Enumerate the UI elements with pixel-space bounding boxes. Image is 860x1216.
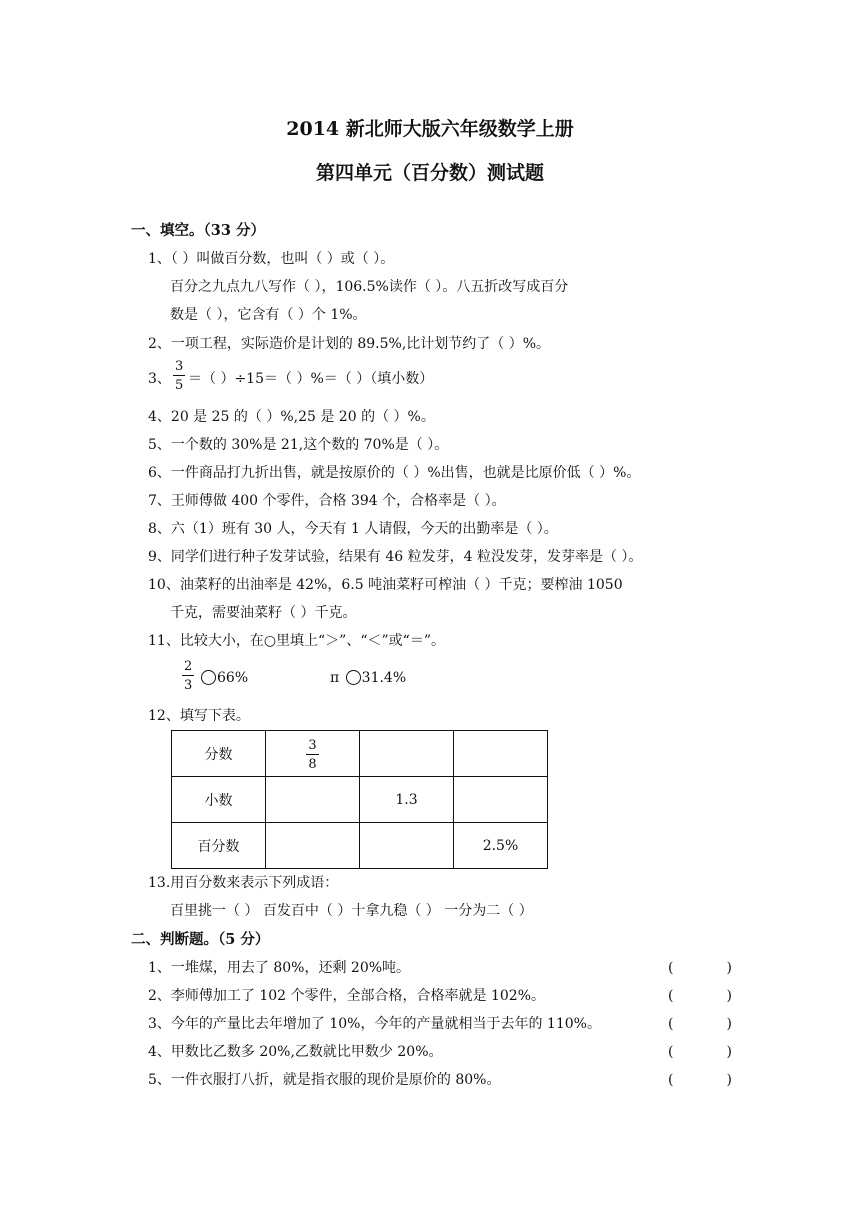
paren-close: ): [726, 1072, 732, 1088]
document-title: 2014 新北师大版六年级数学上册: [286, 118, 574, 140]
judgment-item-3: 3、今年的产量比去年增加了 10%，今年的产量就相当于去年的 110%。: [148, 1016, 601, 1032]
fraction-numerator: 2: [184, 659, 193, 674]
question-7: 7、王师傅做 400 个零件，合格 394 个，合格率是（ ）。: [148, 493, 506, 509]
question-1-line-2: 百分之九点九八写作（ ），106.5%读作（ ）。八五折改写成百分: [170, 279, 569, 295]
judgment-answer-3[interactable]: [668, 1016, 732, 1032]
question-3-prefix: 3、: [148, 371, 171, 387]
question-3-rest: ＝（ ）÷15＝（ ）%＝（ ）（填小数）: [188, 371, 434, 387]
fraction-denominator: 3: [184, 678, 193, 693]
comparison-b: [330, 670, 406, 687]
judgment-answer-1[interactable]: [668, 960, 732, 976]
fraction-denominator: 8: [308, 756, 317, 772]
conversion-table: [171, 730, 548, 869]
table-row-label: 百分数: [172, 823, 266, 869]
question-6: 6、一件商品打九折出售，就是按原价的（ ）%出售，也就是比原价低（ ）%。: [148, 465, 641, 481]
fraction-denominator: 5: [175, 378, 184, 393]
question-1-line-1: 1、（ ）叫做百分数，也叫（ ）或（ ）。: [148, 251, 395, 267]
paren-open: (: [668, 960, 674, 976]
compare-circle-icon: [201, 670, 216, 685]
comparison-a: [199, 670, 248, 687]
table-cell[interactable]: [266, 823, 360, 869]
table-fraction: [306, 739, 318, 771]
question-13-idioms: 百里挑一（ ） 百发百中（ ）十拿九稳（ ） 一分为二（ ）: [170, 903, 533, 919]
pi-symbol: π: [330, 670, 340, 686]
question-8: 8、六（1）班有 30 人，今天有 1 人请假，今天的出勤率是（ ）。: [148, 521, 558, 537]
table-cell: [266, 731, 360, 777]
paren-close: ): [726, 988, 732, 1004]
question-3-fraction: [173, 360, 185, 392]
paren-open: (: [668, 1072, 674, 1088]
table-cell: 1.3: [360, 777, 454, 823]
fraction-numerator: 3: [308, 737, 317, 753]
table-row-label: 小数: [172, 777, 266, 823]
table-row-label: 分数: [172, 731, 266, 777]
table-cell[interactable]: [454, 777, 548, 823]
section-fill-blanks-heading: 一、填空。（33 分）: [131, 222, 265, 239]
paren-close: ): [726, 1044, 732, 1060]
judgment-item-1: 1、一堆煤，用去了 80%，还剩 20%吨。: [148, 960, 411, 976]
question-9: 9、同学们进行种子发芽试验，结果有 46 粒发芽，4 粒没发芽，发芽率是（ ）。: [148, 549, 643, 565]
comparison-b-value: 31.4%: [361, 670, 407, 686]
question-12: 12、填写下表。: [148, 708, 250, 724]
judgment-answer-2[interactable]: [668, 988, 732, 1004]
table-row: [172, 823, 548, 869]
question-1-line-3: 数是（ ），它含有（ ）个 1%。: [170, 307, 367, 323]
table-cell[interactable]: [454, 731, 548, 777]
fraction-numerator: 3: [175, 359, 184, 374]
question-10-line-1: 10、油菜籽的出油率是 42%，6.5 吨油菜籽可榨油（ ）千克；要榨油 1050: [148, 577, 623, 593]
paren-open: (: [668, 1016, 674, 1032]
judgment-item-4: 4、甲数比乙数多 20%,乙数就比甲数少 20%。: [148, 1044, 443, 1060]
paren-close: ): [726, 1016, 732, 1032]
table-cell[interactable]: [360, 731, 454, 777]
document-subtitle: 第四单元（百分数）测试题: [315, 162, 544, 184]
table-cell: 2.5%: [454, 823, 548, 869]
question-4: 4、20 是 25 的（ ）%,25 是 20 的（ ）%。: [148, 409, 435, 425]
question-10-line-2: 千克，需要油菜籽（ ）千克。: [170, 605, 357, 621]
comparison-a-value: 66%: [217, 670, 249, 686]
judgment-answer-4[interactable]: [668, 1044, 732, 1060]
table-row: [172, 777, 548, 823]
compare-circle-icon: [346, 670, 361, 685]
judgment-item-5: 5、一件衣服打八折，就是指衣服的现价是原价的 80%。: [148, 1072, 501, 1088]
section-judgment-heading: 二、判断题。（5 分）: [131, 931, 270, 948]
question-11: 11、比较大小，在○里填上“＞”、“＜”或“＝”。: [148, 633, 445, 649]
table-cell[interactable]: [360, 823, 454, 869]
question-5: 5、一个数的 30%是 21,这个数的 70%是（ ）。: [148, 437, 449, 453]
paren-open: (: [668, 988, 674, 1004]
question-2: 2、一项工程，实际造价是计划的 89.5%,比计划节约了（ ）%。: [148, 336, 551, 352]
table-cell[interactable]: [266, 777, 360, 823]
question-13: 13.用百分数来表示下列成语：: [148, 875, 339, 891]
table-row: [172, 731, 548, 777]
judgment-answer-5[interactable]: [668, 1072, 732, 1088]
judgment-item-2: 2、李师傅加工了 102 个零件，全部合格，合格率就是 102%。: [148, 988, 546, 1004]
comparison-fraction: [182, 660, 194, 692]
paren-close: ): [726, 960, 732, 976]
paren-open: (: [668, 1044, 674, 1060]
